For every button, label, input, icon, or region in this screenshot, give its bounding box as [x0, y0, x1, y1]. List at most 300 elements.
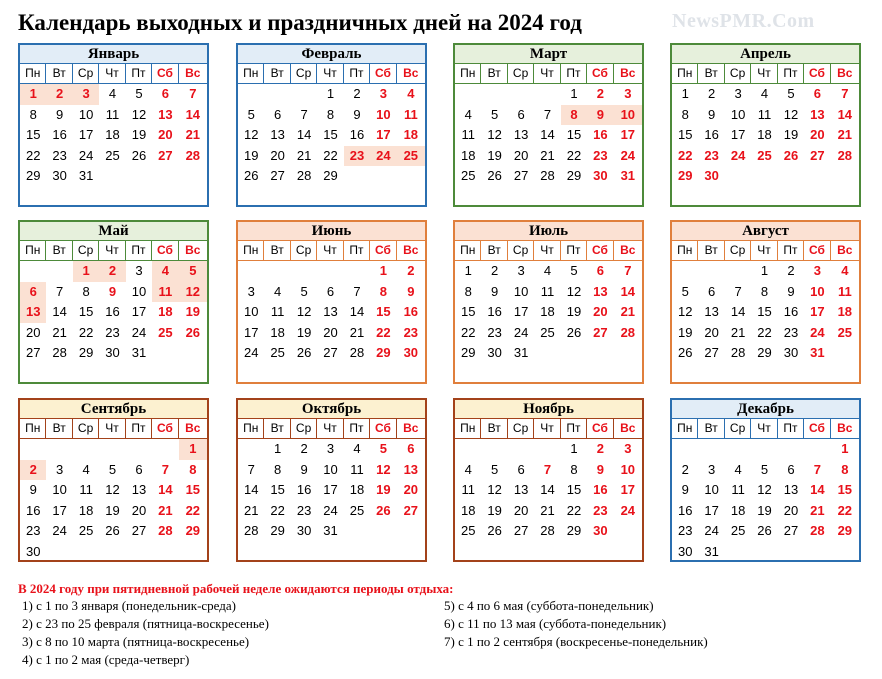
day-cell: 30 [593, 168, 608, 183]
day-cell: 21 [349, 324, 365, 340]
day-cell: 21 [243, 502, 259, 518]
empty-cell [126, 166, 152, 187]
day-cell: 27 [25, 345, 41, 360]
weekday-label: Сб [152, 419, 178, 438]
empty-cell [481, 84, 507, 105]
day-cell: 13 [323, 304, 338, 319]
day-cell: 16 [349, 127, 365, 142]
day-cell: 19 [105, 502, 120, 518]
month-title: Февраль [238, 45, 425, 63]
weekday-label: Чт [317, 64, 343, 83]
day-cell: 17 [78, 127, 94, 142]
day-cell: 27 [783, 523, 799, 538]
day-cell: 15 [270, 482, 285, 497]
empty-cell [179, 343, 207, 364]
day-cell: 11 [461, 127, 475, 142]
empty-cell [614, 343, 642, 364]
day-cell: 10 [376, 106, 391, 122]
day-cell: 23 [593, 147, 608, 163]
day-cell: 4 [274, 283, 282, 299]
day-cell: 26 [243, 168, 259, 183]
weekday-label: Пн [672, 241, 698, 260]
weekday-label: Пт [778, 64, 804, 83]
empty-cell [698, 439, 724, 460]
day-cell: 1 [570, 86, 578, 101]
weekday-label: Ср [508, 64, 534, 83]
day-cell: 15 [837, 482, 853, 497]
empty-cell [152, 542, 178, 563]
weekday-label: Сб [370, 419, 396, 438]
note-item: 2) с 23 по 25 февраля (пятница-воскресенье) [22, 616, 269, 631]
day-cell: 17 [704, 502, 719, 518]
day-cell: 1 [760, 263, 769, 278]
day-cell: 14 [540, 127, 555, 142]
day-cell: 4 [464, 461, 472, 477]
empty-cell [179, 542, 207, 563]
day-cell: 1 [179, 439, 207, 460]
day-cell: 4 [760, 86, 769, 101]
day-cell: 1 [570, 441, 578, 456]
day-cell: 2 [596, 441, 605, 456]
day-cell: 5 [135, 86, 143, 101]
day-cell: 8 [326, 106, 335, 122]
month-title: Май [20, 222, 207, 240]
day-cell: 7 [189, 86, 197, 101]
day-cell: 24 [730, 147, 746, 163]
day-cell: 25 [78, 523, 94, 538]
day-cell: 18 [540, 304, 555, 319]
day-cell: 5 [491, 461, 499, 477]
empty-cell [344, 166, 370, 187]
day-cell: 7 [734, 283, 742, 299]
day-cell: 3 [734, 86, 742, 101]
empty-cell [751, 166, 777, 187]
day-cell: 12 [376, 461, 391, 477]
days-grid [238, 261, 425, 364]
day-cell: 20 [158, 127, 173, 142]
day-cell: 28 [540, 523, 555, 538]
day-cell: 5 [247, 106, 255, 122]
day-cell: 10 [243, 304, 259, 319]
weekday-label: Чт [99, 419, 125, 438]
day-cell: 19 [677, 324, 693, 340]
day-cell: 15 [25, 127, 41, 142]
day-cell: 20 [131, 502, 147, 518]
day-cell: 18 [349, 482, 365, 497]
day-cell: 5 [787, 86, 795, 101]
day-cell: 26 [566, 324, 582, 340]
empty-cell [508, 439, 534, 460]
weekday-header [672, 240, 859, 261]
day-cell: 2 [20, 460, 46, 481]
weekday-label: Вс [837, 243, 853, 257]
day-cell: 19 [185, 304, 201, 319]
day-cell: 21 [620, 304, 636, 319]
empty-cell [481, 439, 507, 460]
day-cell: 7 [543, 106, 552, 122]
day-cell: 9 [708, 106, 716, 122]
day-cell: 18 [837, 304, 853, 319]
month-block [236, 220, 427, 384]
day-cell: 30 [677, 543, 693, 559]
day-cell: 8 [570, 461, 578, 477]
day-cell: 25 [158, 324, 173, 340]
day-cell: 15 [376, 304, 391, 319]
weekday-label: Пт [126, 241, 152, 260]
day-cell: 15 [78, 304, 94, 319]
day-cell: 15 [460, 304, 476, 319]
day-cell: 3 [73, 84, 99, 105]
empty-cell [672, 261, 698, 282]
weekday-label: Ср [73, 419, 99, 438]
day-cell: 20 [513, 147, 529, 163]
empty-cell [264, 84, 290, 105]
empty-cell [344, 261, 370, 282]
day-cell: 21 [837, 127, 853, 142]
day-cell: 11 [540, 283, 555, 299]
day-cell: 14 [243, 482, 259, 497]
day-cell: 20 [783, 502, 799, 518]
day-cell: 1 [464, 263, 472, 278]
empty-cell [46, 261, 72, 282]
day-cell: 11 [731, 482, 745, 497]
day-cell: 24 [131, 324, 147, 340]
day-cell: 16 [783, 304, 799, 319]
day-cell: 25 [349, 502, 365, 518]
day-cell: 7 [543, 461, 552, 477]
weekday-label: Чт [99, 241, 125, 260]
day-cell: 27 [158, 147, 173, 163]
weekday-label: Пт [778, 419, 804, 438]
day-cell: 17 [376, 127, 391, 142]
weekday-label: Вт [481, 419, 507, 438]
day-cell: 24 [78, 147, 94, 163]
weekday-label: Ср [725, 419, 751, 438]
days-grid [455, 261, 642, 364]
weekday-label: Ср [291, 241, 317, 260]
day-cell: 15 [185, 482, 201, 497]
days-grid [672, 84, 859, 187]
day-cell: 19 [566, 304, 582, 319]
month-block [670, 398, 861, 562]
empty-cell [152, 439, 178, 460]
month-title: Август [672, 222, 859, 240]
month-title: Июль [455, 222, 642, 240]
day-cell: 10 [704, 482, 719, 497]
weekday-label: Вс [185, 66, 201, 80]
empty-cell [99, 439, 125, 460]
day-cell: 12 [677, 304, 693, 319]
day-cell: 4 [407, 86, 415, 101]
day-cell: 29 [566, 168, 582, 183]
weekday-label: Сб [370, 241, 396, 260]
empty-cell [317, 261, 343, 282]
day-cell: 21 [52, 324, 67, 340]
day-cell: 21 [540, 147, 555, 163]
days-grid [20, 84, 207, 187]
day-cell: 23 [105, 324, 120, 340]
day-cell: 6 [596, 263, 605, 278]
weekday-label: Вт [698, 64, 724, 83]
month-block [236, 43, 427, 207]
day-cell: 30 [25, 543, 41, 559]
weekday-header [238, 418, 425, 439]
day-cell: 23 [403, 324, 419, 340]
day-cell: 14 [730, 304, 746, 319]
weekday-label: Пт [126, 419, 152, 438]
day-cell: 22 [185, 502, 201, 518]
day-cell: 31 [620, 168, 636, 183]
day-cell: 26 [757, 523, 772, 538]
empty-cell [179, 166, 207, 187]
day-cell: 28 [158, 523, 173, 538]
weekday-label: Вт [698, 419, 724, 438]
day-cell: 19 [783, 127, 799, 142]
day-cell: 1 [20, 84, 46, 105]
day-cell: 2 [407, 263, 415, 278]
day-cell: 12 [296, 304, 312, 319]
day-cell: 20 [513, 502, 529, 518]
weekday-label: Ср [725, 241, 751, 260]
day-cell: 6 [517, 106, 525, 122]
empty-cell [831, 343, 859, 364]
day-cell: 19 [487, 147, 502, 163]
weekday-label: Вс [620, 243, 636, 257]
empty-cell [73, 542, 99, 563]
day-cell: 31 [78, 168, 94, 183]
day-cell: 22 [566, 502, 582, 518]
weekday-label: Вс [837, 66, 853, 80]
day-cell: 9 [596, 461, 605, 477]
empty-cell [455, 439, 481, 460]
day-cell: 18 [460, 147, 476, 163]
day-cell: 22 [677, 147, 693, 163]
day-cell: 29 [677, 168, 693, 183]
weekday-label: Вс [837, 421, 853, 435]
day-cell: 12 [243, 127, 259, 142]
day-cell: 25 [460, 168, 476, 183]
empty-cell [534, 343, 560, 364]
day-cell: 9 [681, 482, 689, 497]
day-cell: 23 [296, 502, 312, 518]
day-cell: 10 [614, 105, 642, 126]
empty-cell [831, 166, 859, 187]
day-cell: 18 [78, 502, 94, 518]
days-grid [455, 84, 642, 187]
day-cell: 30 [593, 523, 608, 538]
day-cell: 6 [274, 106, 282, 122]
day-cell: 6 [135, 461, 143, 477]
day-cell: 19 [757, 502, 772, 518]
empty-cell [804, 439, 830, 460]
weekday-label: Пн [20, 241, 46, 260]
weekday-header [672, 63, 859, 84]
weekday-label: Чт [534, 241, 560, 260]
day-cell: 21 [540, 502, 555, 518]
month-block [453, 220, 644, 384]
day-cell: 20 [323, 324, 338, 340]
weekday-header [20, 63, 207, 84]
month-title: Январь [20, 45, 207, 63]
month-title: Ноябрь [455, 400, 642, 418]
day-cell: 17 [620, 482, 636, 497]
weekday-header [455, 418, 642, 439]
weekday-label: Чт [317, 419, 343, 438]
day-cell: 4 [543, 263, 552, 278]
weekday-label: Пт [126, 64, 152, 83]
note-item: 5) с 4 по 6 мая (суббота-понедельник) [444, 598, 654, 613]
day-cell: 29 [185, 523, 201, 538]
day-cell: 11 [79, 482, 93, 497]
weekday-label: Пн [20, 64, 46, 83]
days-grid [20, 439, 207, 562]
weekday-label: Ср [725, 64, 751, 83]
day-cell: 26 [783, 147, 799, 163]
day-cell: 23 [677, 523, 693, 538]
day-cell: 7 [161, 461, 170, 477]
day-cell: 25 [757, 147, 772, 163]
day-cell: 28 [349, 345, 365, 360]
weekday-label: Пн [238, 241, 264, 260]
empty-cell [804, 166, 830, 187]
weekday-label: Вс [620, 421, 636, 435]
month-block [18, 43, 209, 207]
day-cell: 22 [323, 147, 338, 163]
empty-cell [291, 84, 317, 105]
day-cell: 30 [783, 345, 799, 360]
day-cell: 27 [270, 168, 285, 183]
weekday-label: Пт [778, 241, 804, 260]
empty-cell [99, 166, 125, 187]
day-cell: 14 [540, 482, 555, 497]
day-cell: 19 [131, 127, 147, 142]
day-cell: 16 [403, 304, 419, 319]
day-cell: 31 [810, 345, 825, 360]
weekday-label: Пт [561, 241, 587, 260]
day-cell: 17 [323, 482, 338, 497]
day-cell: 8 [760, 283, 769, 299]
day-cell: 28 [243, 523, 259, 538]
day-cell: 25 [105, 147, 120, 163]
empty-cell [152, 343, 178, 364]
weekday-label: Пн [455, 241, 481, 260]
day-cell: 5 [491, 106, 499, 122]
weekday-header [20, 240, 207, 261]
note-item: 4) с 1 по 2 мая (среда-четверг) [22, 652, 190, 667]
weekday-label: Чт [99, 64, 125, 83]
day-cell: 3 [517, 263, 525, 278]
weekday-label: Пт [344, 64, 370, 83]
day-cell: 12 [487, 127, 502, 142]
day-cell: 20 [810, 127, 825, 142]
weekday-label: Пт [561, 64, 587, 83]
empty-cell [370, 166, 396, 187]
empty-cell [370, 521, 396, 542]
weekday-label: Пн [455, 64, 481, 83]
empty-cell [126, 439, 152, 460]
day-cell: 26 [376, 502, 391, 518]
weekday-label: Сб [370, 64, 396, 83]
day-cell: 3 [56, 461, 64, 477]
day-cell: 13 [704, 304, 719, 319]
day-cell: 28 [620, 324, 636, 340]
weekday-label: Пн [20, 419, 46, 438]
day-cell: 7 [841, 86, 849, 101]
day-cell: 12 [783, 106, 799, 122]
day-cell: 22 [270, 502, 285, 518]
day-cell: 3 [326, 441, 335, 456]
day-cell: 8 [189, 461, 197, 477]
note-item: 3) с 8 по 10 марта (пятница-воскресенье) [22, 634, 250, 649]
day-cell: 19 [487, 502, 502, 518]
day-cell: 10 [620, 461, 636, 477]
empty-cell [264, 261, 290, 282]
empty-cell [778, 542, 804, 563]
day-cell: 5 [760, 461, 769, 477]
day-cell: 4 [841, 263, 849, 278]
day-cell: 11 [105, 106, 120, 122]
day-cell: 20 [25, 324, 41, 340]
day-cell: 13 [20, 302, 46, 323]
day-cell: 24 [323, 502, 338, 518]
day-cell: 11 [461, 482, 475, 497]
day-cell: 16 [25, 502, 41, 518]
day-cell: 17 [810, 304, 825, 319]
day-cell: 23 [25, 523, 41, 538]
weekday-label: Сб [152, 241, 178, 260]
day-cell: 10 [131, 283, 147, 299]
day-cell: 26 [677, 345, 693, 360]
day-cell: 15 [757, 304, 772, 319]
day-cell: 17 [513, 304, 529, 319]
weekday-label: Вс [620, 66, 636, 80]
day-cell: 9 [587, 105, 613, 126]
day-cell: 13 [593, 283, 608, 299]
weekday-label: Вт [46, 241, 72, 260]
day-cell: 6 [407, 441, 415, 456]
day-cell: 6 [813, 86, 822, 101]
day-cell: 5 [570, 263, 578, 278]
month-title: Март [455, 45, 642, 63]
day-cell: 24 [620, 147, 636, 163]
empty-cell [397, 166, 425, 187]
weekday-label: Вс [185, 243, 201, 257]
empty-cell [46, 439, 72, 460]
empty-cell [508, 84, 534, 105]
day-cell: 2 [300, 441, 308, 456]
day-cell: 10 [810, 283, 825, 299]
day-cell: 17 [620, 127, 636, 142]
day-cell: 10 [323, 461, 338, 477]
day-cell: 4 [82, 461, 90, 477]
day-cell: 5 [681, 283, 689, 299]
month-block [453, 398, 644, 562]
day-cell: 21 [810, 502, 825, 518]
day-cell: 14 [158, 482, 173, 497]
empty-cell [534, 439, 560, 460]
empty-cell [238, 84, 264, 105]
day-cell: 21 [158, 502, 173, 518]
weekday-label: Чт [751, 241, 777, 260]
day-cell: 22 [757, 324, 772, 340]
day-cell: 9 [491, 283, 499, 299]
day-cell: 14 [620, 283, 636, 299]
day-cell: 18 [403, 127, 419, 142]
empty-cell [751, 542, 777, 563]
day-cell: 16 [593, 482, 608, 497]
empty-cell [126, 542, 152, 563]
weekday-label: Вт [698, 241, 724, 260]
